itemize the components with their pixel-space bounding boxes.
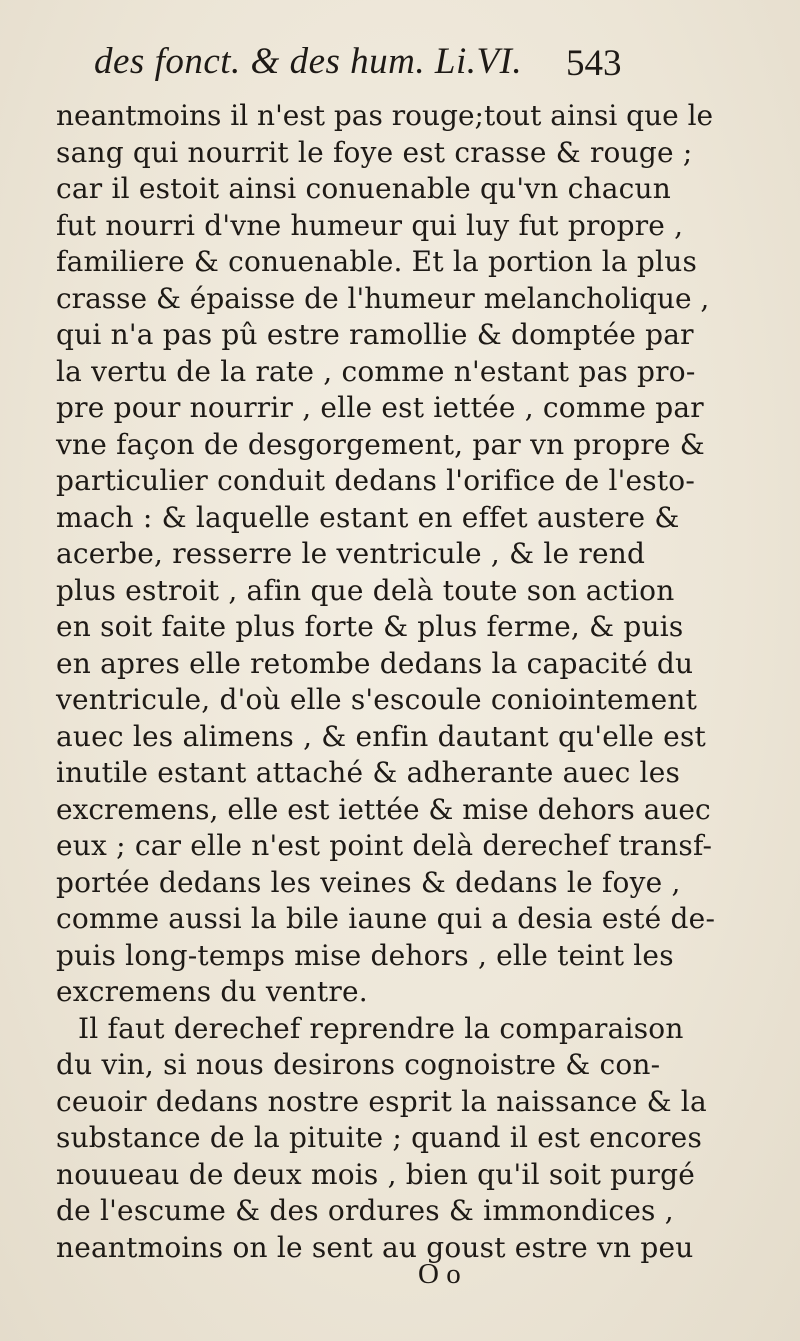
text-line: comme aussi la bile iaune qui a desia esté de- bbox=[56, 902, 716, 935]
text-line: qui n'a pas pû estre ramollie & domptée par bbox=[56, 318, 694, 351]
running-head-title: des fonct. & des hum. Li.VI. bbox=[94, 41, 523, 82]
text-line: ceuoir dedans nostre esprit la naissance & la bbox=[56, 1084, 707, 1118]
text-line: acerbe, resserre le ventricule , & le rend bbox=[56, 537, 646, 570]
paragraph-start-line: Il faut derechef reprendre la comparaison bbox=[78, 1011, 684, 1045]
text-line: neantmoins on le sent au goust estre vn peu bbox=[56, 1230, 694, 1264]
text-line: ventricule, d'où elle s'escoule coniointement bbox=[56, 683, 698, 716]
text-line: puis long-temps mise dehors , elle teint les bbox=[56, 938, 674, 972]
text-line: neantmoins il n'est pas rouge;tout ainsi que le bbox=[56, 99, 714, 132]
text-line: nouueau de deux mois , bien qu'il soit purgé bbox=[56, 1157, 696, 1191]
text-line: familiere & conuenable. Et la portion la plus bbox=[56, 245, 698, 278]
text-line: inutile estant attaché & adherante auec les bbox=[56, 756, 681, 789]
text-line: excremens du ventre. bbox=[56, 975, 368, 1008]
text-line: la vertu de la rate , comme n'estant pas pro- bbox=[56, 354, 696, 388]
page-number: 543 bbox=[566, 43, 622, 84]
body-text bbox=[56, 98, 716, 1266]
text-line: vne façon de desgorgement, par vn propre & bbox=[56, 427, 705, 461]
text-line: excremens, elle est iettée & mise dehors auec bbox=[56, 792, 711, 826]
text-line: en apres elle retombe dedans la capacité du bbox=[56, 646, 694, 680]
text-line: particulier conduit dedans l'orifice de l'esto- bbox=[56, 464, 696, 497]
text-line: auec les alimens , & enfin dautant qu'elle est bbox=[56, 719, 706, 753]
text-line: car il estoit ainsi conuenable qu'vn chacun bbox=[56, 172, 671, 205]
text-line: du vin, si nous desirons cognoistre & con- bbox=[56, 1048, 661, 1081]
text-line: fut nourri d'vne humeur qui luy fut propre , bbox=[56, 208, 684, 242]
text-line: crasse & épaisse de l'humeur melancholique , bbox=[56, 281, 710, 315]
text-line: pre pour nourrir , elle est iettée , comme par bbox=[56, 391, 704, 424]
text-line: substance de la pituite ; quand il est encores bbox=[56, 1121, 703, 1154]
text-line: eux ; car elle n'est point delà derechef transf- bbox=[56, 829, 713, 862]
text-line: mach : & laquelle estant en effet austere & bbox=[56, 500, 680, 534]
text-line: de l'escume & des ordures & immondices , bbox=[56, 1194, 674, 1227]
text-line: en soit faite plus forte & plus ferme, & puis bbox=[56, 610, 684, 643]
signature-mark: O o bbox=[418, 1258, 461, 1290]
text-line: portée dedans les veines & dedans le foye , bbox=[56, 865, 681, 899]
text-line: plus estroit , afin que delà toute son action bbox=[56, 573, 675, 607]
text-line: sang qui nourrit le foye est crasse & rouge ; bbox=[56, 135, 693, 169]
running-head bbox=[0, 38, 800, 98]
